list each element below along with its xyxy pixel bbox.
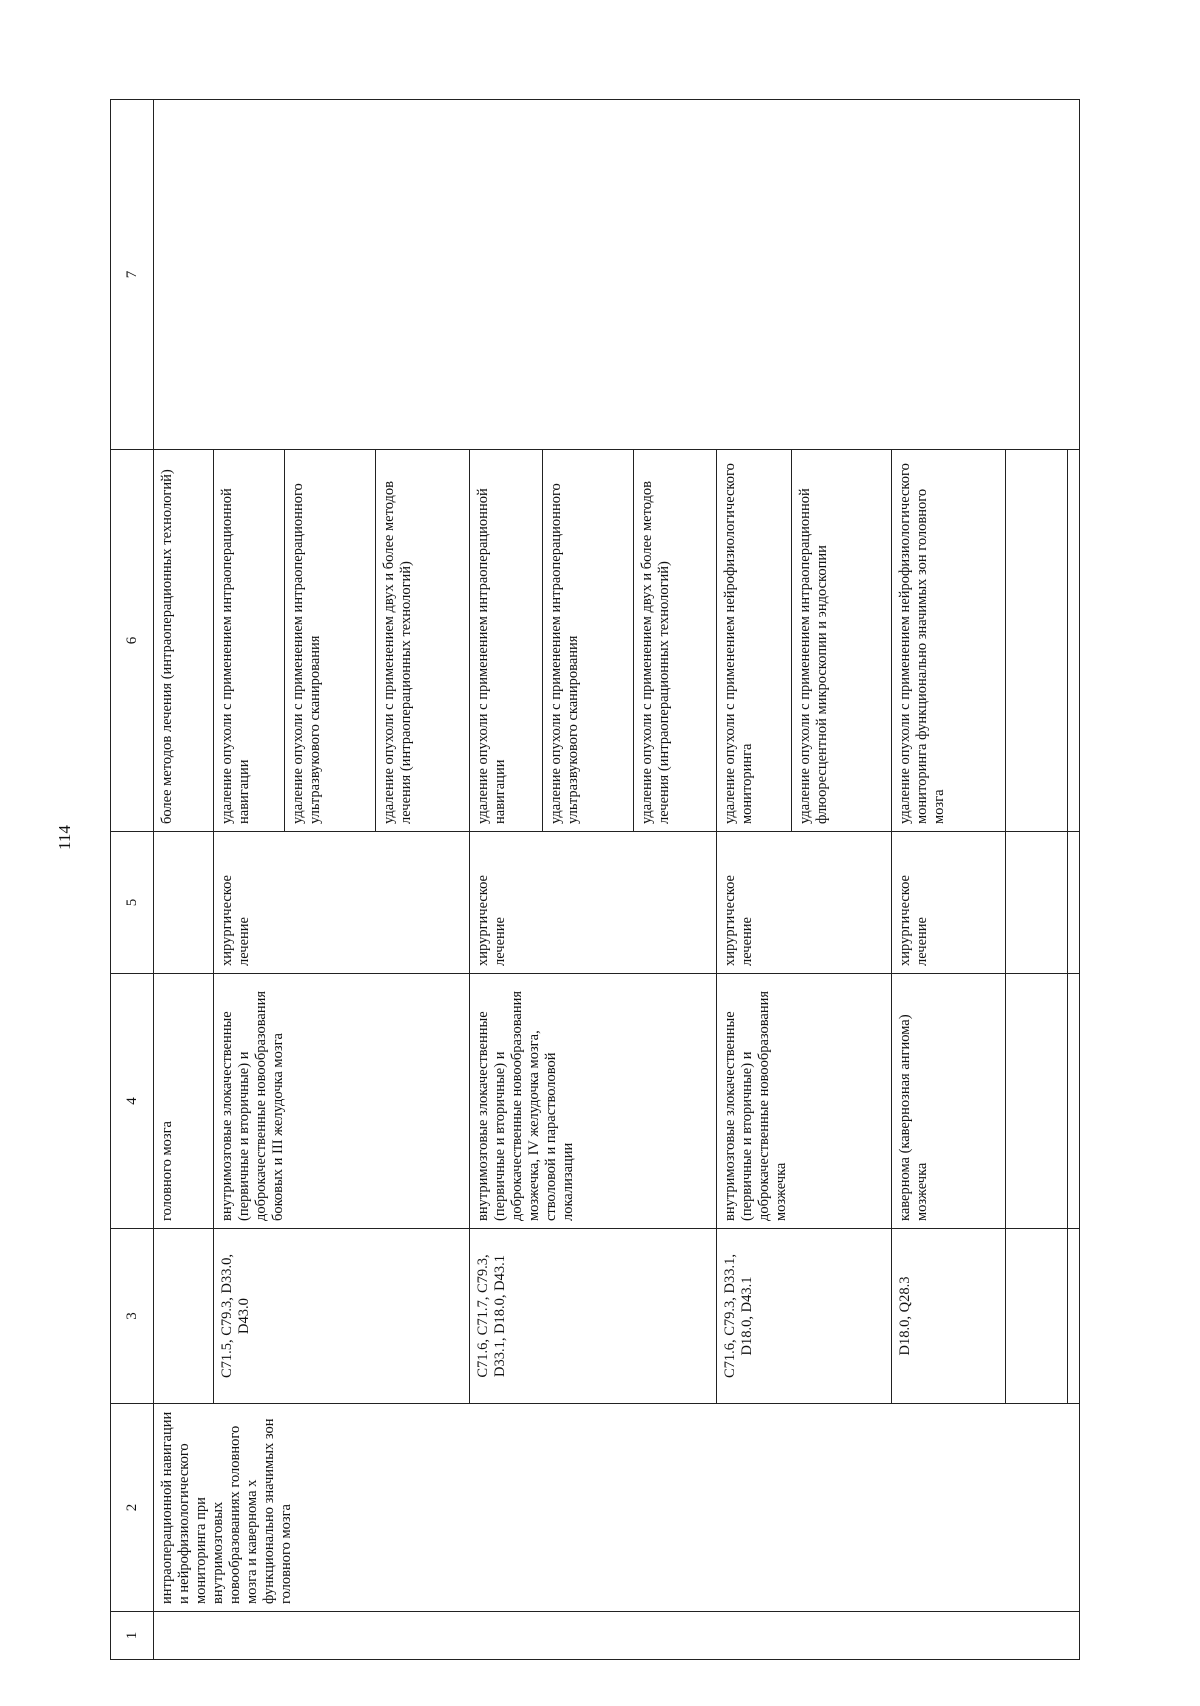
page-number: 114 bbox=[55, 825, 74, 850]
method-cell: удаление опухоли с применением интраоперационного ультразвукового сканирования bbox=[284, 450, 375, 832]
method-cell: удаление опухоли с применением нейрофизиологического мониторинга функционально значимых зон головного мозга bbox=[891, 450, 1005, 832]
codes-cell bbox=[1006, 1229, 1068, 1404]
header-row bbox=[111, 100, 154, 1660]
treatment-cell: хирургическое лечение bbox=[891, 832, 1005, 974]
treatment-cell: хирургическое лечение bbox=[469, 832, 716, 974]
treatment-cell: хирургическое лечение bbox=[717, 832, 892, 974]
col1-cell bbox=[154, 1612, 1080, 1660]
codes-cell: C71.6, C71.7, C79.3, D33.1, D18.0, D43.1 bbox=[469, 1229, 716, 1404]
method-cell: удаление опухоли с применением интраоперационной навигации bbox=[214, 450, 285, 832]
codes-cell: C71.5, C79.3, D33.0, D43.0 bbox=[214, 1229, 470, 1404]
method-cell: удаление опухоли с применением нейрофизиологического мониторинга bbox=[717, 450, 792, 832]
codes-cell: D18.0, Q28.3 bbox=[891, 1229, 1005, 1404]
method-cell bbox=[1006, 450, 1068, 832]
col-header-5: 5 bbox=[111, 832, 154, 974]
method-cell: удаление опухоли с применением интраоперационной флюоресцентной микроскопии и эндоскопии bbox=[792, 450, 892, 832]
diagnosis-cell bbox=[1068, 974, 1080, 1229]
rotated-page bbox=[110, 100, 1080, 1660]
table-row bbox=[154, 100, 214, 1660]
diagnosis-cell: кавернома (кавернозная ангиома) мозжечка bbox=[891, 974, 1005, 1229]
codes-cell bbox=[154, 1229, 214, 1404]
diagnosis-cell: внутримозговые злокачественные (первичные и вторичные) и доброкачественные новообразования боковых и III желудочка мозга bbox=[214, 974, 470, 1229]
method-cell: удаление опухоли с применением двух и более методов лечения (интраоперационных технологий) bbox=[634, 450, 717, 832]
diagnosis-cell: внутримозговые злокачественные (первичные и вторичные) и доброкачественные новообразования мозжечка bbox=[717, 974, 892, 1229]
method-cell bbox=[1068, 450, 1080, 832]
col-header-4: 4 bbox=[111, 974, 154, 1229]
col-header-2: 2 bbox=[111, 1404, 154, 1612]
codes-cell bbox=[1068, 1229, 1080, 1404]
services-table bbox=[110, 99, 1080, 1660]
col-header-1: 1 bbox=[111, 1612, 154, 1660]
treatment-cell bbox=[1068, 832, 1080, 974]
col-header-3: 3 bbox=[111, 1229, 154, 1404]
method-cell: более методов лечения (интраоперационных технологий) bbox=[154, 450, 214, 832]
col2-cell: интраоперационной навигации и нейрофизиологического мониторинга при внутримозговых новообразованиях головного мозга и кавернома х функционально значимых зон головного мозга bbox=[154, 1404, 1080, 1612]
method-cell: удаление опухоли с применением интраоперационной навигации bbox=[469, 450, 542, 832]
method-cell: удаление опухоли с применением интраоперационного ультразвукового сканирования bbox=[542, 450, 633, 832]
col-header-6: 6 bbox=[111, 450, 154, 832]
method-cell: удаление опухоли с применением двух и более методов лечения (интраоперационных технологий) bbox=[376, 450, 470, 832]
treatment-cell: хирургическое лечение bbox=[214, 832, 470, 974]
diagnosis-cell: головного мозга bbox=[154, 974, 214, 1229]
col-header-7: 7 bbox=[111, 100, 154, 450]
diagnosis-cell bbox=[1006, 974, 1068, 1229]
treatment-cell bbox=[1006, 832, 1068, 974]
codes-cell: C71.6, C79.3, D33.1, D18.0, D43.1 bbox=[717, 1229, 892, 1404]
col7-cell bbox=[154, 100, 1080, 450]
diagnosis-cell: внутримозговые злокачественные (первичные и вторичные) и доброкачественные новообразования мозжечка, IV желудочка мозга, стволовой и парастволовой локализации bbox=[469, 974, 716, 1229]
treatment-cell bbox=[154, 832, 214, 974]
